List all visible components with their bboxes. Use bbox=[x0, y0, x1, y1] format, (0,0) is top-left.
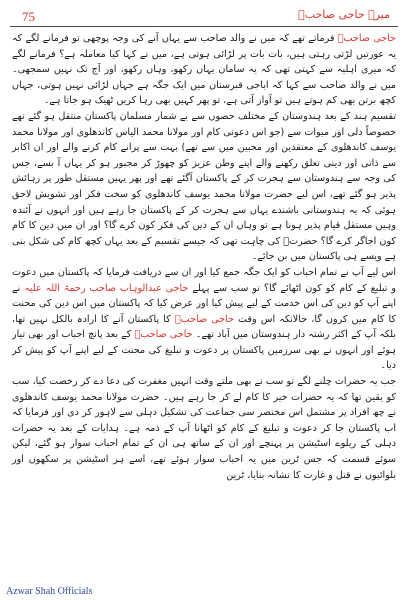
watermark: Azwar Shah Officials bbox=[6, 586, 93, 597]
paragraph bbox=[12, 31, 396, 109]
paragraph-text: اس لیے آپ نے تمام احباب کو ایک جگہ جمع کیا اور ان سے دریافت فرمایا کہ پاکستان میں دعوت و تبلیغ کے کام کو کون اٹھائے گا؟ تو سب سے پہلے bbox=[12, 266, 397, 294]
paragraph-text: فرماتے تھے کہ میں نے والد صاحب سے یہاں آنے کی وجہ پوچھی تو فرمانے لگے کہ یہ عورتیں لڑتی رہتی ہیں، بات بات پر لڑائی ہوتی ہے، میں نے کہا کیا معاملہ ہے؟ فرمانے لگے کہ میری اہلیہ سے کہتی تھی کہ یہ سامان یہاں رکھو، وہاں رکھو، اور آج تک نہیں سمجھی۔ میں نے والد صاحب سے کہا کہ اباجی قبرستان میں ایک جگہ ہے جہاں لڑائی نہیں ہوتی، جہاں کچھ برتن بھی کم ہوتے ہیں تو آواز آتی ہے، تو پھر کہیں بھی رہا کریں ٹھیک ہو جاتا ہے۔ bbox=[12, 33, 396, 107]
paragraph-text: کے بعد پانچ احباب اور بھی تیار ہوئے اور انہوں نے بھی سرزمین پاکستان پر دعوت و تبلیغ کی محنت کے لیے اپنے آپ کو پیش کر دیا۔ bbox=[12, 329, 396, 372]
highlighted-name: حاجی عبدالوہاب صاحب رحمۃ اللہ علیہ bbox=[24, 282, 189, 294]
page-body bbox=[10, 31, 398, 483]
running-title: میرے حاجی صاحبؒ bbox=[298, 8, 390, 21]
paragraph bbox=[12, 374, 396, 483]
paragraph-text: کا پاکستان آنے کا ارادہ بالکل نہیں تھا، بلکہ آپ کے اکثر رشتہ دار ہندوستان میں آباد تھے۔ bbox=[12, 313, 396, 341]
paragraph-text: نے اپنے آپ کو دین کی اس خدمت کے لیے پیش کیا اور عرض کیا کہ پاکستان میں اس دین کی محنت کا کام میں کروں گا، حالانکہ اس وقت bbox=[12, 282, 396, 325]
highlighted-name: حاجی صاحبؒ bbox=[134, 329, 193, 341]
paragraph bbox=[12, 265, 396, 374]
page-number: 75 bbox=[22, 9, 35, 24]
highlighted-name: حاجی صاحبؒ bbox=[337, 33, 396, 44]
highlighted-name: حاجی صاحبؒ bbox=[174, 313, 234, 325]
paragraph-text: جب یہ حضرات چلنے لگے تو سب نے بھی ملتے وقت انہیں مغفرت کی دعا دے کر رخصت کیا، سب کو یقین تھا کہ یہ حضرات خیر کا کام لے کر جا رہے ہیں۔ حضرت مولانا محمد یوسف کاندھلوی نے چھ افراد پر مشتمل اس مختصر سی جماعت کی تشکیل دہلی سے لاہور کر دی اور فرمایا کہ اب پاکستان جا کر دعوت و تبلیغ کے کام کو اٹھانا آپ کے ذمہ ہے۔ ہدایات کے بعد یہ حضرات دہلی کے ریلوے اسٹیشن پر پہنچے اور ان کے ساتھ ہی ان کے تمام احباب سوار ہو گئے، لیکن سوئے قسمت کہ جس ٹرین میں یہ احباب سوار ہوئے تھے، اسے ہر اسٹیشن پر سکھوں اور بلوائیوں نے قتل و غارت کا نشانہ بنایا، ٹرین bbox=[12, 376, 396, 481]
header-divider bbox=[10, 26, 398, 27]
paragraph-text: تقسیم ہند کے بعد ہندوستان کے مختلف حصوں سے بے شمار مسلمان پاکستان منتقل ہو گئے تھے خصوصاً دلی اور میوات سے (جو اس دعوتی کام اور مولانا محمد الیاس کاندھلوی اور مولانا محمد یوسف کاندھلوی کے معتقدین اور محبین میں سے تھے) بہت سے پرانے کام کرنے والے اور ان اکابر سے ذاتی اور دینی تعلق رکھنے والے اپنے وطن عزیز کو چھوڑ کر مجبور ہو کر یہاں آ بسے، جس کی وجہ سے ہندوستان سے ہجرت کر کے پاکستان آگئے تھے اور پھر یہیں مستقل طور پر رہائش پذیر ہو گئے تھے، اس لیے حضرت مولانا محمد یوسف کاندھلوی کو سخت فکر اور تشویش لاحق ہوئی کہ یہ ہندوستانی باشندے یہاں سے ہجرت کر کے پاکستان جا رہے ہیں اور انہوں نے آئندہ وہیں مستقل قیام پذیر ہونا ہے تو وہاں ان کے دین کی فکر کون کرے گا؟ اور ان میں دین کا کام کون اجاگر کرے گا؟ حضرتؒ کی چاہت تھی کہ جیسے تقسیم کے بعد یہاں کچھ کام کی شکل بنی ہے ویسے ہی پاکستان میں بن جائے۔ bbox=[12, 110, 396, 263]
paragraph bbox=[12, 109, 396, 265]
page-header bbox=[10, 6, 398, 26]
